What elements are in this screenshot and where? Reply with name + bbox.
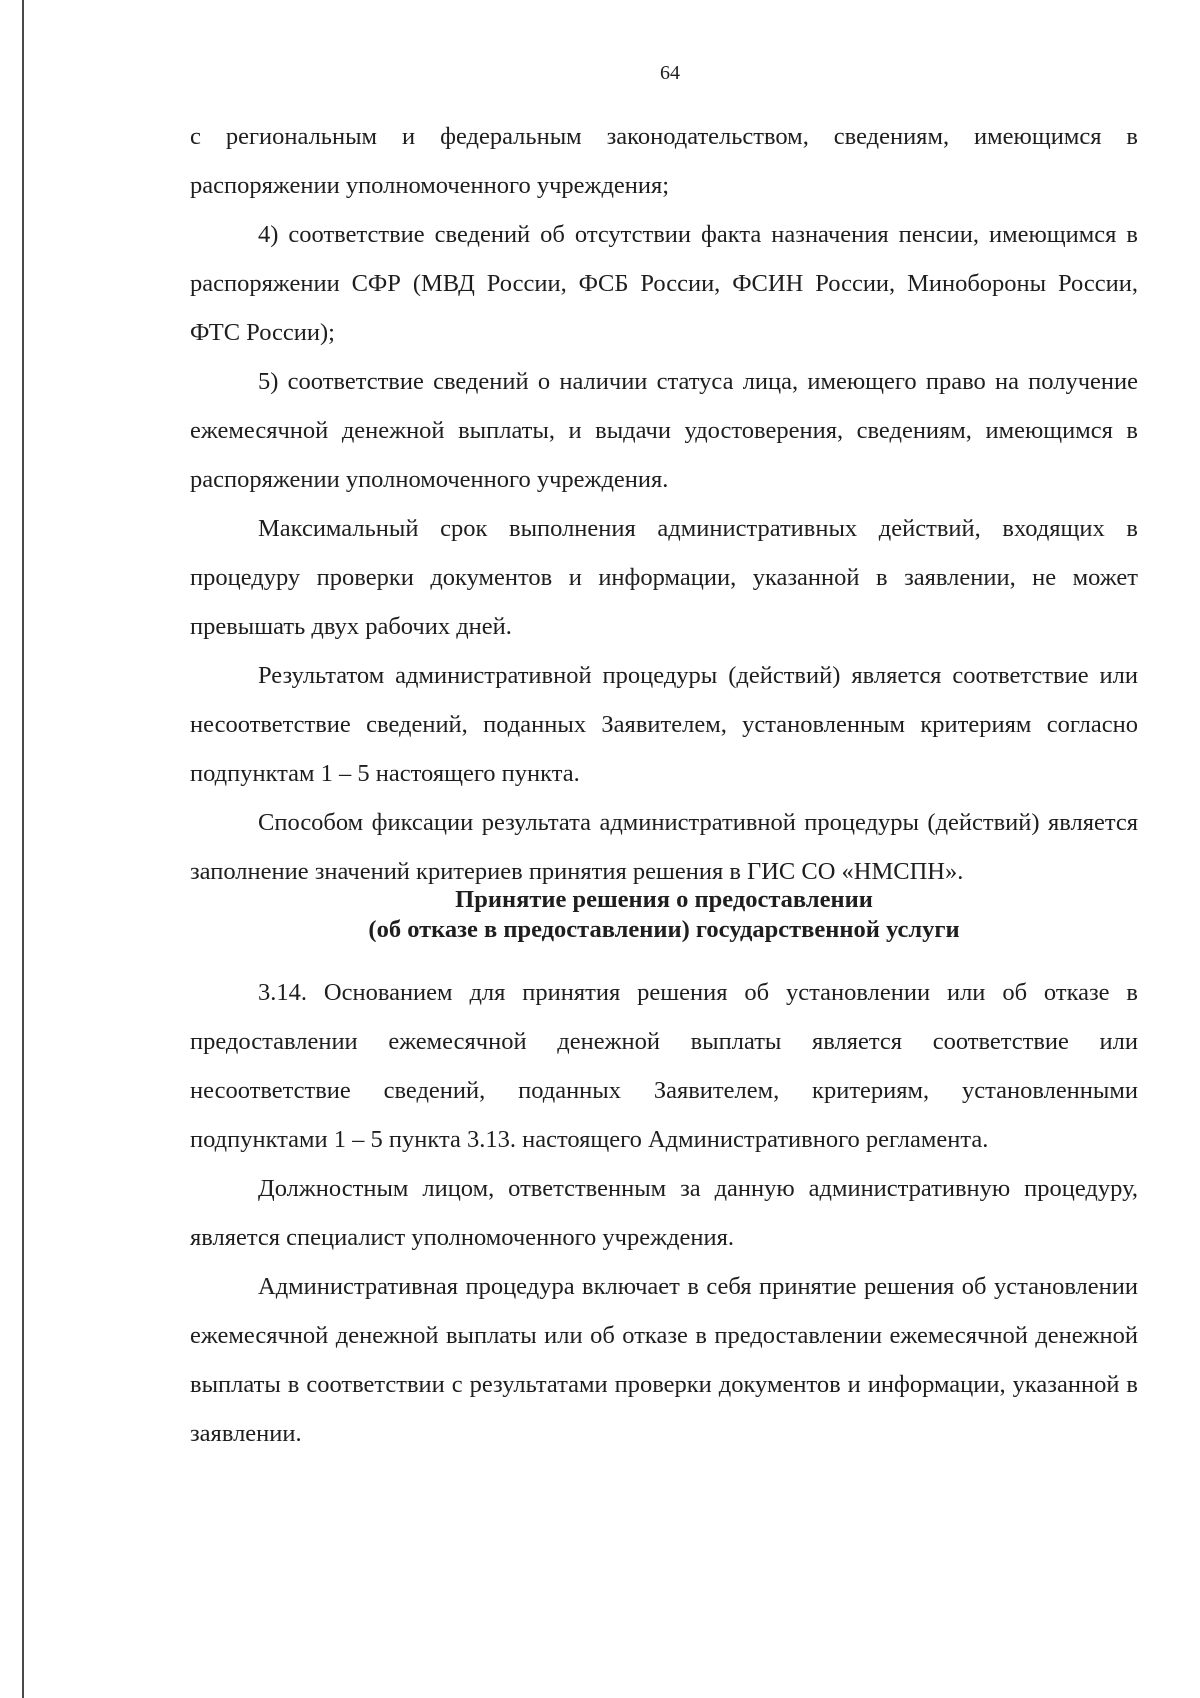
section-heading-line-2: (об отказе в предоставлении) государственной услуги bbox=[368, 916, 960, 943]
paragraph-procedure: Административная процедура включает в себя принятие решения об установлении ежемесячной денежной выплаты или об отказе в предоставлении ежемесячной денежной выплаты в соответствии с результатами проверки документов и информации, указанной в заявлении. bbox=[190, 1273, 1138, 1447]
paragraph-3-14: 3.14. Основанием для принятия решения об установлении или об отказе в предоставлении ежемесячной денежной выплаты является соответствие или несоответствие сведений, поданных Заявителем, критериям, установленными подпунктами 1 – 5 пункта 3.13. настоящего Административного регламента. bbox=[190, 979, 1138, 1153]
section-heading-line-1: Принятие решения о предоставлении bbox=[455, 886, 873, 913]
paragraph-item-5: 5) соответствие сведений о наличии статуса лица, имеющего право на получение ежемесячной денежной выплаты, и выдачи удостоверения, сведениям, имеющимся в распоряжении уполномоченного учреждения. bbox=[190, 368, 1138, 493]
paragraph-result: Результатом административной процедуры (действий) является соответствие или несоответствие сведений, поданных Заявителем, установленным критериям согласно подпунктам 1 – 5 настоящего пункта. bbox=[190, 662, 1138, 787]
section-heading bbox=[190, 885, 1138, 945]
paragraph-continuation: с региональным и федеральным законодательством, сведениям, имеющимся в распоряжении уполномоченного учреждения; bbox=[190, 123, 1138, 199]
paragraph-item-4: 4) соответствие сведений об отсутствии факта назначения пенсии, имеющимся в распоряжении СФР (МВД России, ФСБ России, ФСИН России, Минобороны России, ФТС России); bbox=[190, 221, 1138, 346]
body-text-before-heading bbox=[190, 112, 1138, 896]
paragraph-max-term: Максимальный срок выполнения административных действий, входящих в процедуру проверки документов и информации, указанной в заявлении, не может превышать двух рабочих дней. bbox=[190, 515, 1138, 640]
paragraph-fixation: Способом фиксации результата административной процедуры (действий) является заполнение значений критериев принятия решения в ГИС СО «НМСПН». bbox=[190, 809, 1138, 885]
paragraph-official: Должностным лицом, ответственным за данную административную процедуру, является специалист уполномоченного учреждения. bbox=[190, 1175, 1138, 1251]
page-number: 64 bbox=[660, 62, 680, 84]
scan-edge-line bbox=[22, 0, 24, 1698]
body-text-after-heading bbox=[190, 968, 1138, 1458]
